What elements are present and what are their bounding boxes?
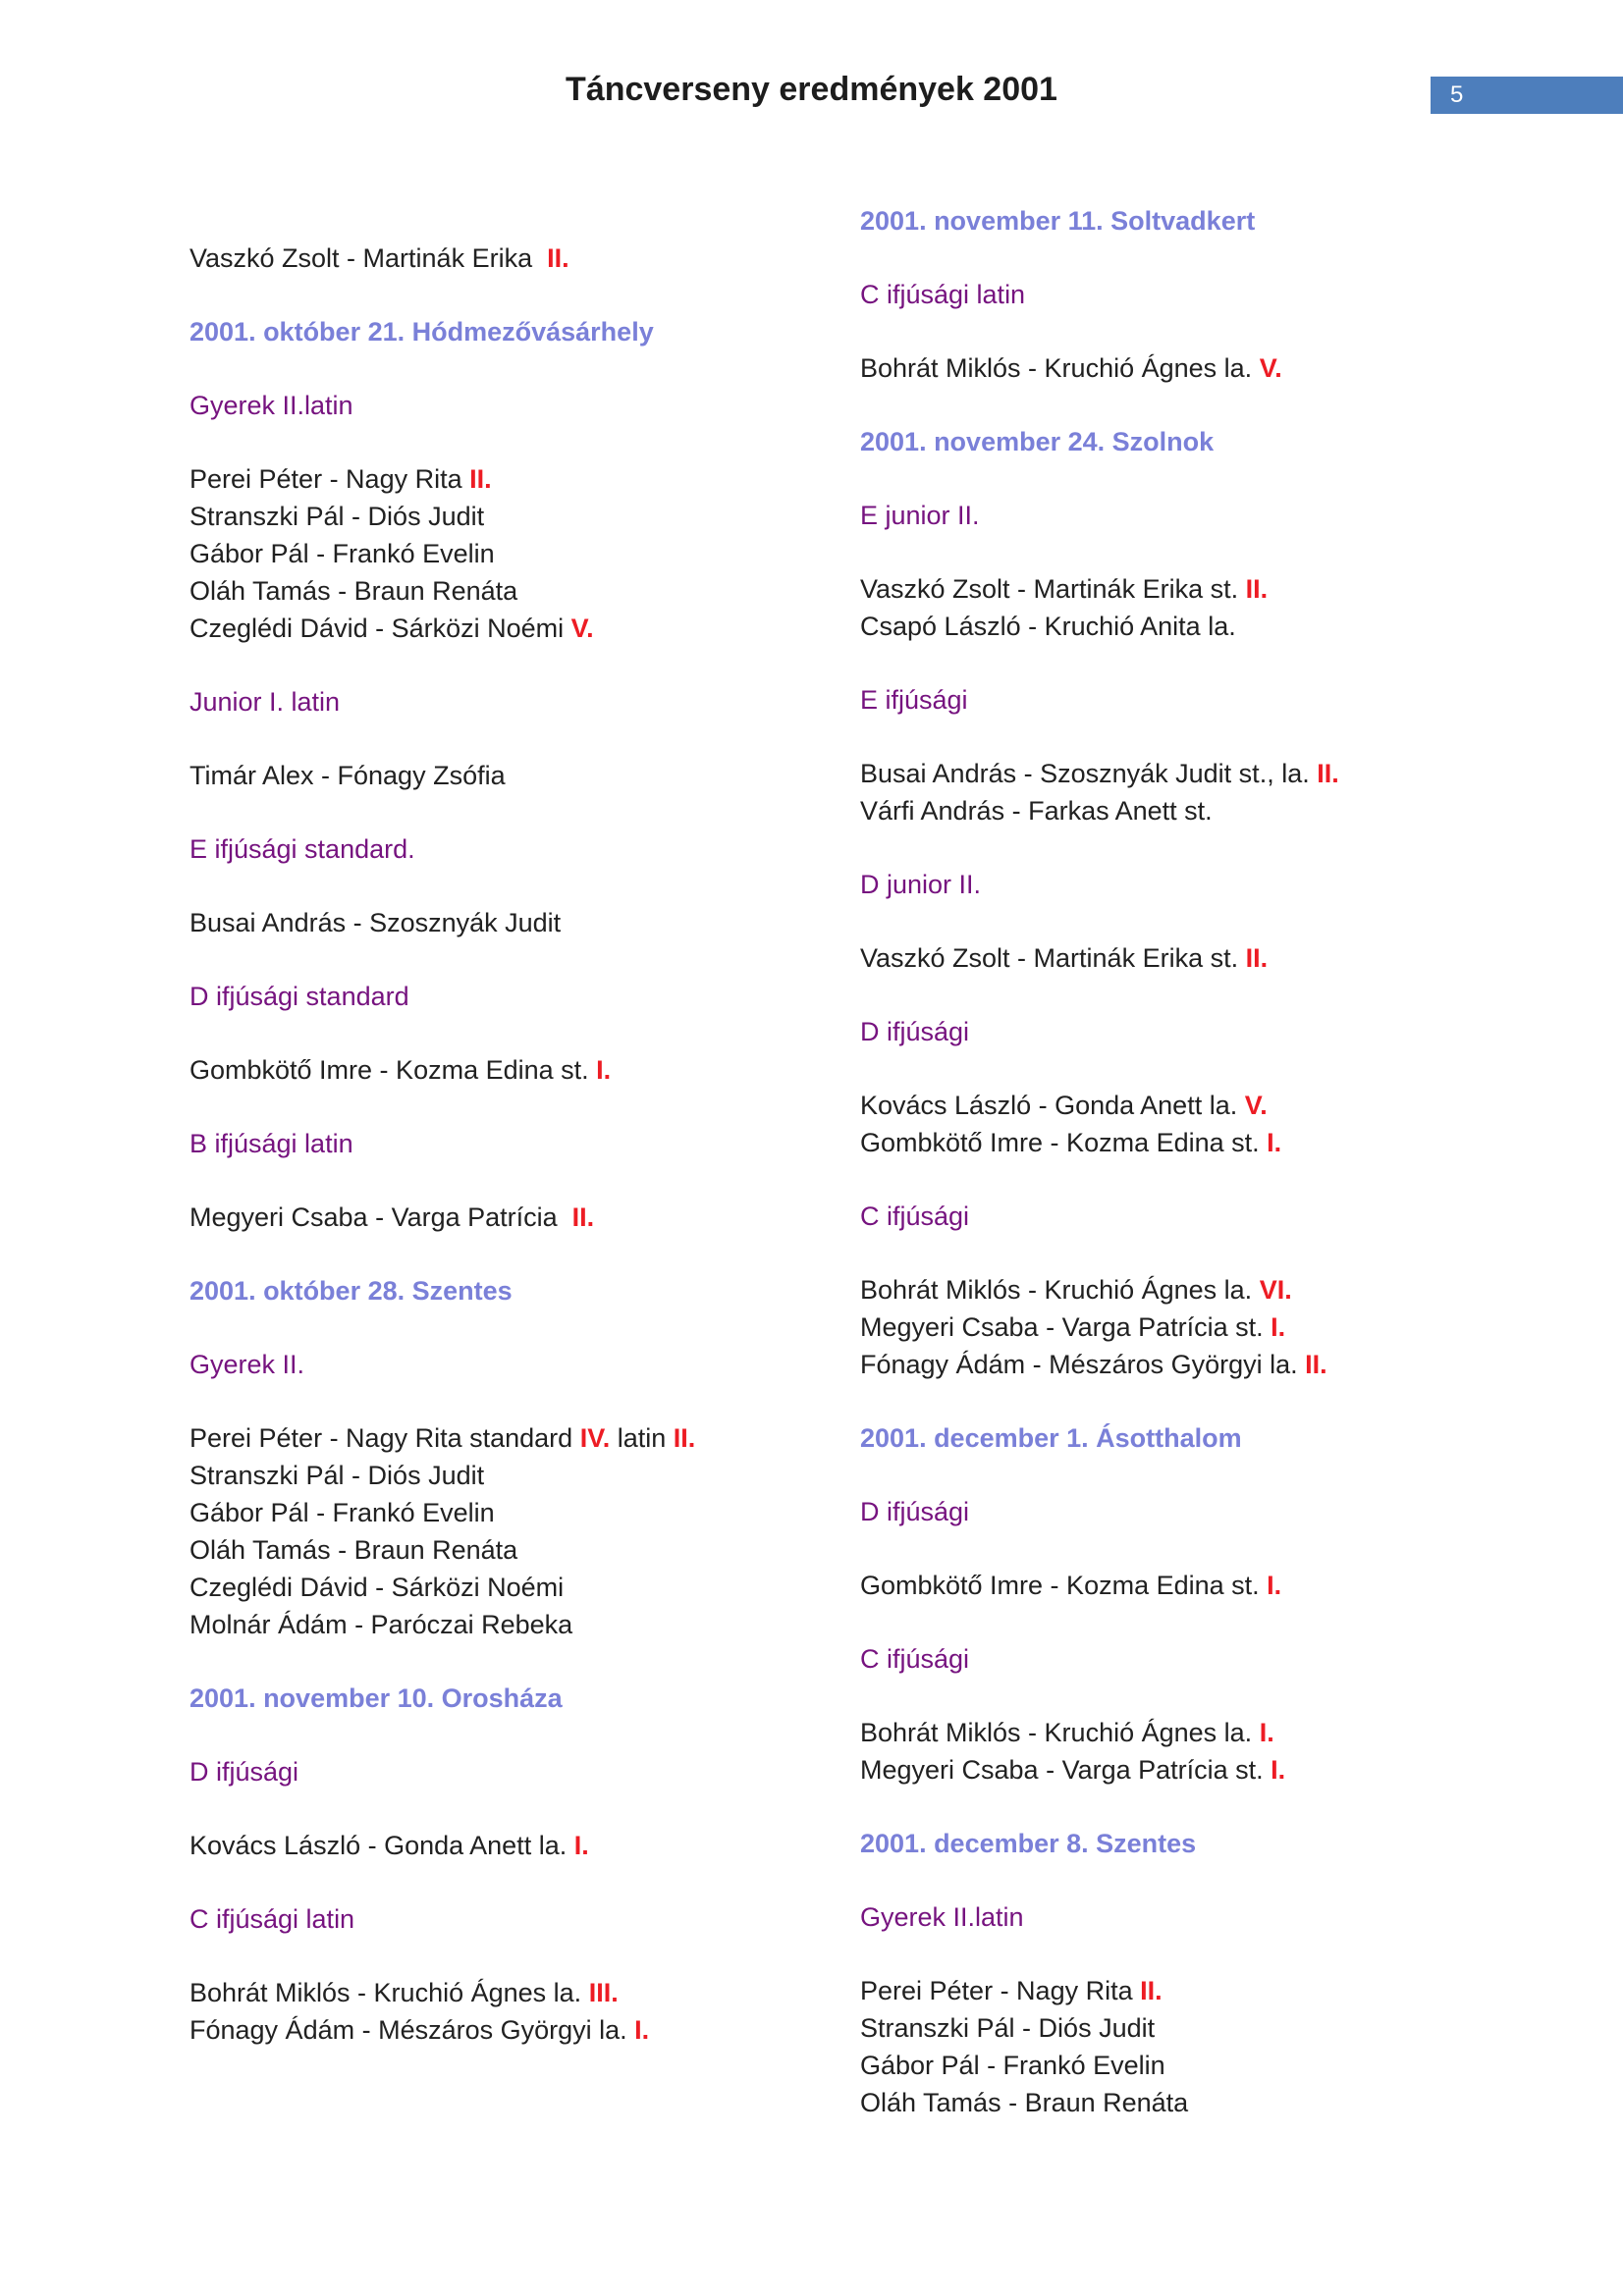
result-line [860, 792, 1547, 829]
results-group [189, 1051, 877, 1089]
result-line [189, 1606, 877, 1643]
placement-rank: I. [596, 1055, 612, 1085]
placement-rank: II. [1305, 1350, 1327, 1379]
category-label: B ifjúsági latin [189, 1129, 353, 1158]
category-label: Gyerek II. [189, 1350, 305, 1379]
placement-rank: III. [588, 1978, 619, 2007]
placement-rank: V. [1259, 353, 1282, 383]
couple-names: Megyeri Csaba - Varga Patrícia [189, 1202, 572, 1232]
couple-names: Fónagy Ádám - Mészáros Györgyi la. [860, 1350, 1306, 1379]
result-line [860, 1714, 1547, 1751]
result-line [860, 1087, 1547, 1124]
category-label: E ifjúsági standard. [189, 834, 415, 864]
results-column-left [189, 240, 877, 2085]
couple-names: Perei Péter - Nagy Rita [860, 1976, 1141, 2005]
result-line [860, 570, 1547, 608]
result-line [189, 610, 877, 647]
result-line [189, 460, 877, 498]
couple-names: Bohrát Miklós - Kruchió Ágnes la. [860, 1718, 1260, 1747]
couple-names: Gábor Pál - Frankó Evelin [189, 539, 495, 568]
result-line [189, 1531, 877, 1569]
couple-names: Stranszki Pál - Diós Judit [860, 2013, 1156, 2043]
couple-names: Bohrát Miklós - Kruchió Ágnes la. [860, 353, 1260, 383]
couple-names: Oláh Tamás - Braun Renáta [860, 2088, 1189, 2117]
results-group [189, 1199, 877, 1236]
couple-names: Megyeri Csaba - Varga Patrícia st. [860, 1755, 1271, 1785]
couple-names: Molnár Ádám - Paróczai Rebeka [189, 1610, 573, 1639]
result-line [860, 1751, 1547, 1789]
placement-rank: V. [570, 614, 594, 643]
results-group [189, 757, 877, 794]
placement-rank: II. [673, 1423, 696, 1453]
results-group [189, 1827, 877, 1864]
result-line [189, 240, 877, 277]
date-location-heading: 2001. október 28. Szentes [189, 1276, 513, 1306]
placement-rank: I. [1267, 1571, 1282, 1600]
results-group [860, 570, 1547, 645]
results-group [189, 904, 877, 941]
couple-names: Gábor Pál - Frankó Evelin [860, 2051, 1165, 2080]
placement-rank: IV. [579, 1423, 611, 1453]
result-line [860, 1308, 1547, 1346]
couple-names: Vaszkó Zsolt - Martinák Erika st. [860, 574, 1246, 604]
category-label: C ifjúsági [860, 1201, 970, 1231]
result-line [189, 1051, 877, 1089]
couple-names: latin [610, 1423, 674, 1453]
couple-names: Oláh Tamás - Braun Renáta [189, 1535, 518, 1565]
category-label: D ifjúsági standard [189, 982, 409, 1011]
result-line [860, 939, 1547, 977]
placement-rank: V. [1244, 1091, 1268, 1120]
result-line [189, 904, 877, 941]
date-location-heading: 2001. október 21. Hódmezővásárhely [189, 317, 654, 347]
couple-names: Vaszkó Zsolt - Martinák Erika [189, 243, 548, 273]
result-line [860, 2084, 1547, 2121]
placement-rank: I. [1267, 1128, 1282, 1157]
result-line [860, 1271, 1547, 1308]
couple-names: Czeglédi Dávid - Sárközi Noémi [189, 614, 571, 643]
result-line [860, 1972, 1547, 2009]
results-group [860, 1567, 1547, 1604]
couple-names: Czeglédi Dávid - Sárközi Noémi [189, 1573, 565, 1602]
couple-names: Csapó László - Kruchió Anita la. [860, 612, 1236, 641]
result-line [189, 1974, 877, 2011]
placement-rank: I. [1271, 1312, 1286, 1342]
category-label: Gyerek II.latin [860, 1902, 1024, 1932]
result-line [189, 1419, 877, 1457]
results-group [860, 939, 1547, 977]
result-line [189, 1494, 877, 1531]
couple-names: Fónagy Ádám - Mészáros Györgyi la. [189, 2015, 635, 2045]
result-line [860, 1567, 1547, 1604]
results-group [860, 755, 1547, 829]
couple-names: Stranszki Pál - Diós Judit [189, 1461, 485, 1490]
category-label: Gyerek II.latin [189, 391, 353, 420]
couple-names: Perei Péter - Nagy Rita [189, 464, 470, 494]
category-label: C ifjúsági latin [189, 1904, 355, 1934]
couple-names: Bohrát Miklós - Kruchió Ágnes la. [189, 1978, 589, 2007]
placement-rank: II. [571, 1202, 595, 1232]
couple-names: Timár Alex - Fónagy Zsófia [189, 761, 506, 790]
date-location-heading: 2001. november 24. Szolnok [860, 427, 1215, 456]
result-line [189, 1199, 877, 1236]
date-location-heading: 2001. december 1. Ásotthalom [860, 1423, 1242, 1453]
result-line [189, 572, 877, 610]
category-label: Junior I. latin [189, 687, 341, 717]
placement-rank: I. [1271, 1755, 1286, 1785]
couple-names: Oláh Tamás - Braun Renáta [189, 576, 518, 606]
results-group [860, 1271, 1547, 1383]
results-group [860, 1714, 1547, 1789]
result-line [189, 757, 877, 794]
result-line [860, 2047, 1547, 2084]
placement-rank: II. [1317, 759, 1339, 788]
page-title: Táncverseny eredmények 2001 [566, 71, 1057, 108]
category-label: D ifjúsági [189, 1757, 299, 1787]
category-label: C ifjúsági latin [860, 280, 1026, 309]
couple-names: Gombkötő Imre - Kozma Edina st. [189, 1055, 597, 1085]
result-line [189, 535, 877, 572]
category-label: D ifjúsági [860, 1497, 970, 1526]
couple-names: Bohrát Miklós - Kruchió Ágnes la. [860, 1275, 1260, 1305]
couple-names: Perei Péter - Nagy Rita standard [189, 1423, 580, 1453]
placement-rank: I. [1259, 1718, 1274, 1747]
couple-names: Várfi András - Farkas Anett st. [860, 796, 1213, 826]
placement-rank: II. [1140, 1976, 1163, 2005]
date-location-heading: 2001. december 8. Szentes [860, 1829, 1197, 1858]
couple-names: Gombkötő Imre - Kozma Edina st. [860, 1571, 1268, 1600]
result-line [860, 608, 1547, 645]
result-line [860, 755, 1547, 792]
result-line [189, 1569, 877, 1606]
category-label: D junior II. [860, 870, 982, 899]
couple-names: Busai András - Szosznyák Judit [189, 908, 562, 937]
placement-rank: II. [1245, 574, 1269, 604]
placement-rank: I. [634, 2015, 650, 2045]
results-group [860, 1972, 1547, 2121]
result-line [189, 498, 877, 535]
result-line [189, 1457, 877, 1494]
couple-names: Megyeri Csaba - Varga Patrícia st. [860, 1312, 1271, 1342]
couple-names: Vaszkó Zsolt - Martinák Erika st. [860, 943, 1246, 973]
category-label: E ifjúsági [860, 685, 968, 715]
results-group [189, 1419, 877, 1643]
couple-names: Kovács László - Gonda Anett la. [189, 1831, 574, 1860]
page-number-badge [1431, 77, 1623, 114]
couple-names: Gábor Pál - Frankó Evelin [189, 1498, 495, 1527]
date-location-heading: 2001. november 10. Orosháza [189, 1683, 563, 1713]
results-group [860, 349, 1547, 387]
result-line [189, 2011, 877, 2049]
result-line [860, 1124, 1547, 1161]
placement-rank: II. [1245, 943, 1269, 973]
result-line [860, 349, 1547, 387]
couple-names: Kovács László - Gonda Anett la. [860, 1091, 1245, 1120]
results-group [189, 240, 877, 277]
placement-rank: II. [469, 464, 492, 494]
category-label: C ifjúsági [860, 1644, 970, 1674]
results-group [189, 460, 877, 647]
results-column-right [860, 202, 1547, 2158]
couple-names: Stranszki Pál - Diós Judit [189, 502, 485, 531]
category-label: D ifjúsági [860, 1017, 970, 1046]
couple-names: Gombkötő Imre - Kozma Edina st. [860, 1128, 1268, 1157]
page-number: 5 [1450, 81, 1464, 108]
couple-names: Busai András - Szosznyák Judit st., la. [860, 759, 1318, 788]
results-group [189, 1974, 877, 2049]
date-location-heading: 2001. november 11. Soltvadkert [860, 206, 1256, 236]
result-line [189, 1827, 877, 1864]
placement-rank: VI. [1259, 1275, 1292, 1305]
result-line [860, 1346, 1547, 1383]
results-group [860, 1087, 1547, 1161]
placement-rank: II. [547, 243, 569, 273]
result-line [860, 2009, 1547, 2047]
category-label: E junior II. [860, 501, 980, 530]
placement-rank: I. [573, 1831, 589, 1860]
